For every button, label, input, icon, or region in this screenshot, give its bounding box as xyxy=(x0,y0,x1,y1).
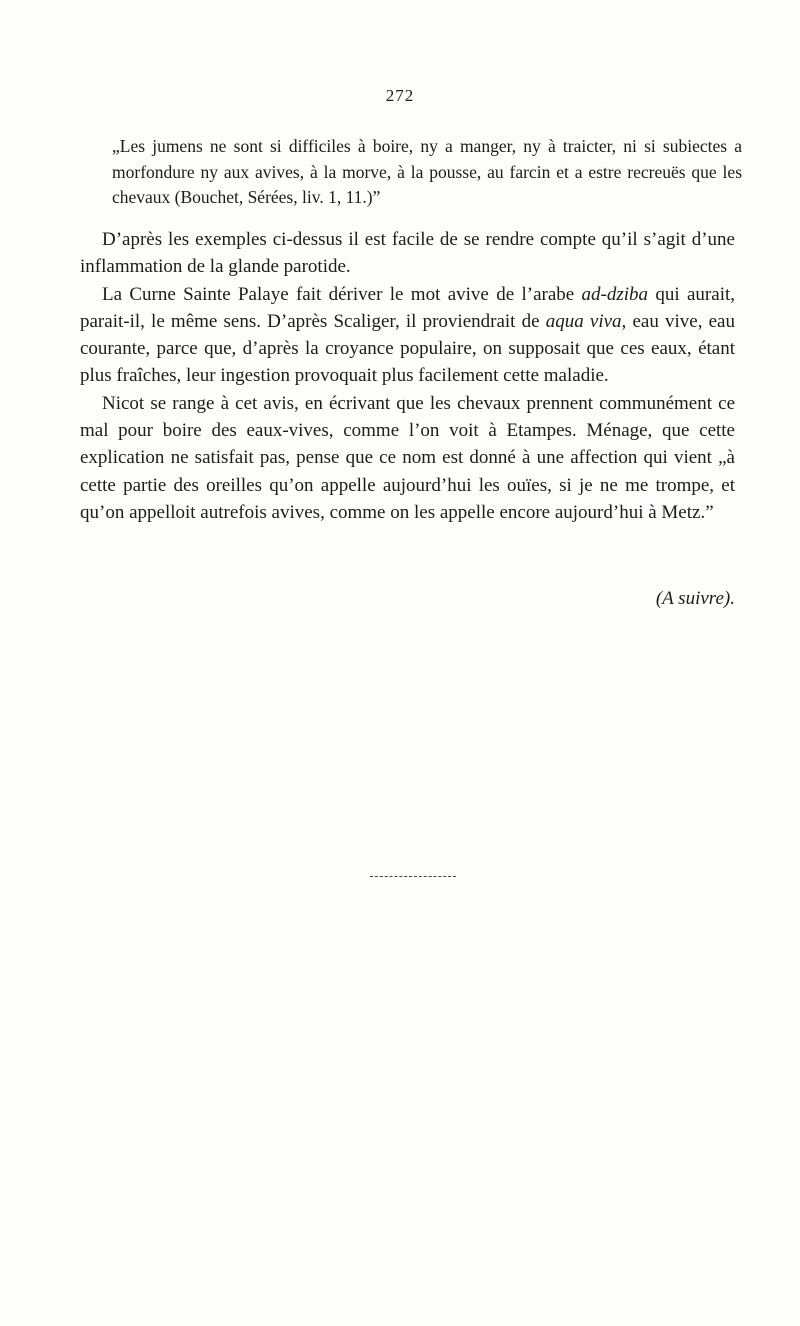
paragraph-etymology xyxy=(80,281,735,390)
paragraph-parotide: D’après les exemples ci-dessus il est facile de se rendre compte qu’il s’agit d’une inflammation de la glande parotide. xyxy=(80,229,735,278)
section-divider xyxy=(370,876,456,877)
body-text xyxy=(80,226,735,526)
italic-arabic-term: ad-dziba xyxy=(581,283,649,305)
paragraph-nicot-menage: Nicot se range à cet avis, en écrivant que les chevaux prennent communément ce mal pour boire des eaux-vives, comme l’on voit à Etampes. Ménage, que cette explication ne satisfait pas, pense que ce nom est donné à une affection qui vient „à cette partie des oreilles qu’on appelle aujourd’hui les ouïes, si je ne me trompe, et qu’on appelloit autrefois avives, comme on les appelle encore aujourd’hui à Metz.” xyxy=(80,392,735,523)
paragraph-etymology-mid: qui aurait, parait-il, le même sens. D’après Scaliger, il proviendrait de xyxy=(80,283,736,332)
paragraph-etymology-pre: La Curne Sainte Palaye fait dériver le mot avive de l’arabe xyxy=(102,283,582,305)
quotation-block: „Les jumens ne sont si difficiles à boire, ny a manger, ny à traicter, ni si subiectes a morfondure ny aux avives, à la morve, à la pousse, au farcin et a estre recreuës que les chevaux (Bouchet, Sérées, liv. 1, 11.)” xyxy=(112,136,742,207)
to-be-continued: (A suivre). xyxy=(655,588,735,609)
page-number: 272 xyxy=(385,86,415,105)
italic-latin-term: aqua viva, xyxy=(545,310,627,332)
paragraph-etymology-post: eau vive, eau courante, parce que, d’après la croyance populaire, on supposait que ces eaux, étant plus fraîches, leur ingestion provoquait plus facilement cette maladie. xyxy=(80,310,735,387)
